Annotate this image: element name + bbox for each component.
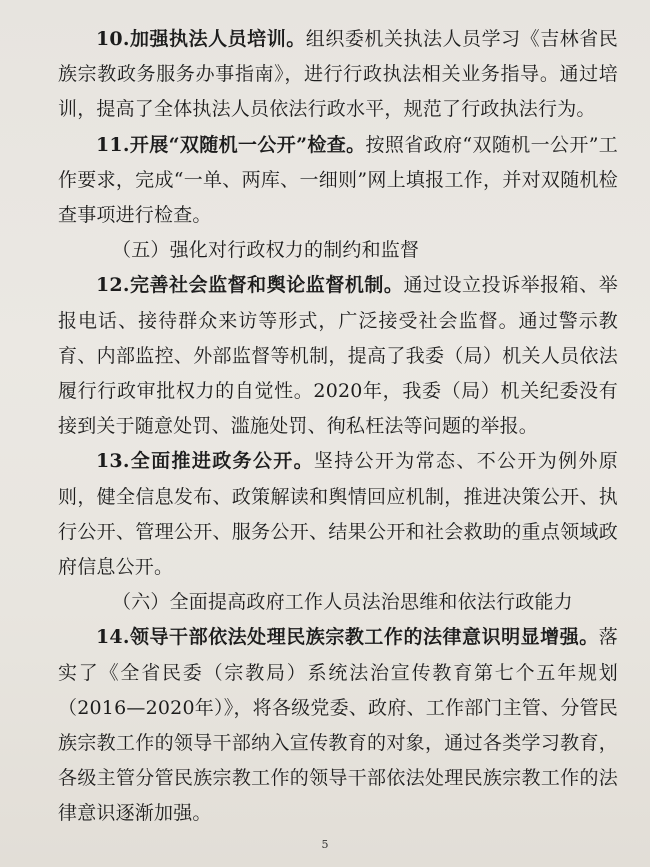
document-body	[58, 22, 618, 832]
section-heading-6: （六）全面提高政府工作人员法治思维和依法行政能力	[112, 591, 573, 614]
paragraph-11-text: 按照省政府“双随机一公开”工作要求，完成“一单、两库、一细则”网上填报工作，并对双随机检查事项进行检查。	[58, 133, 618, 227]
paragraph-13	[58, 444, 618, 585]
paragraph-14-title: 14.领导干部依法处理民族宗教工作的法律意识明显增强。	[96, 626, 599, 649]
paragraph-12-title: 12.完善社会监督和舆论监督机制。	[96, 274, 404, 297]
paragraph-11-title: 11.开展“双随机一公开”检查。	[96, 133, 366, 156]
paragraph-14	[58, 620, 618, 831]
paragraph-11	[58, 128, 618, 234]
page-number: 5	[321, 838, 329, 851]
section-heading-5: （五）强化对行政权力的制约和监督	[112, 239, 420, 262]
paragraph-13-title: 13.全面推进政务公开。	[96, 450, 314, 473]
paragraph-14-text: 落实了《全省民委（宗教局）系统法治宣传教育第七个五年规划（2016—2020年）》，将各级党委、政府、工作部门主管、分管民族宗教工作的领导干部纳入宣传教育的对象，通过各类学习教育，各级主管分管民族宗教工作的领导干部依法处理民族宗教工作的法律意识逐渐加强。	[58, 626, 618, 825]
paragraph-12	[58, 268, 618, 444]
paragraph-10-text: 组织委机关执法人员学习《吉林省民族宗教政务服务办事指南》，进行行政执法相关业务指导。通过培训，提高了全体执法人员依法行政水平，规范了行政执法行为。	[58, 28, 618, 121]
paragraph-10	[58, 22, 618, 128]
paragraph-10-title: 10.加强执法人员培训。	[96, 28, 306, 50]
paragraph-13-text: 坚持公开为常态、不公开为例外原则，健全信息发布、政策解读和舆情回应机制，推进决策公开、执行公开、管理公开、服务公开、结果公开和社会救助的重点领域政府信息公开。	[58, 450, 618, 579]
paragraph-12-text: 通过设立投诉举报箱、举报电话、接待群众来访等形式，广泛接受社会监督。通过警示教育、内部监控、外部监督等机制，提高了我委（局）机关人员依法履行行政审批权力的自觉性。2020年，我委（局）机关纪委没有接到关于随意处罚、滥施处罚、徇私枉法等问题的举报。	[58, 274, 618, 438]
